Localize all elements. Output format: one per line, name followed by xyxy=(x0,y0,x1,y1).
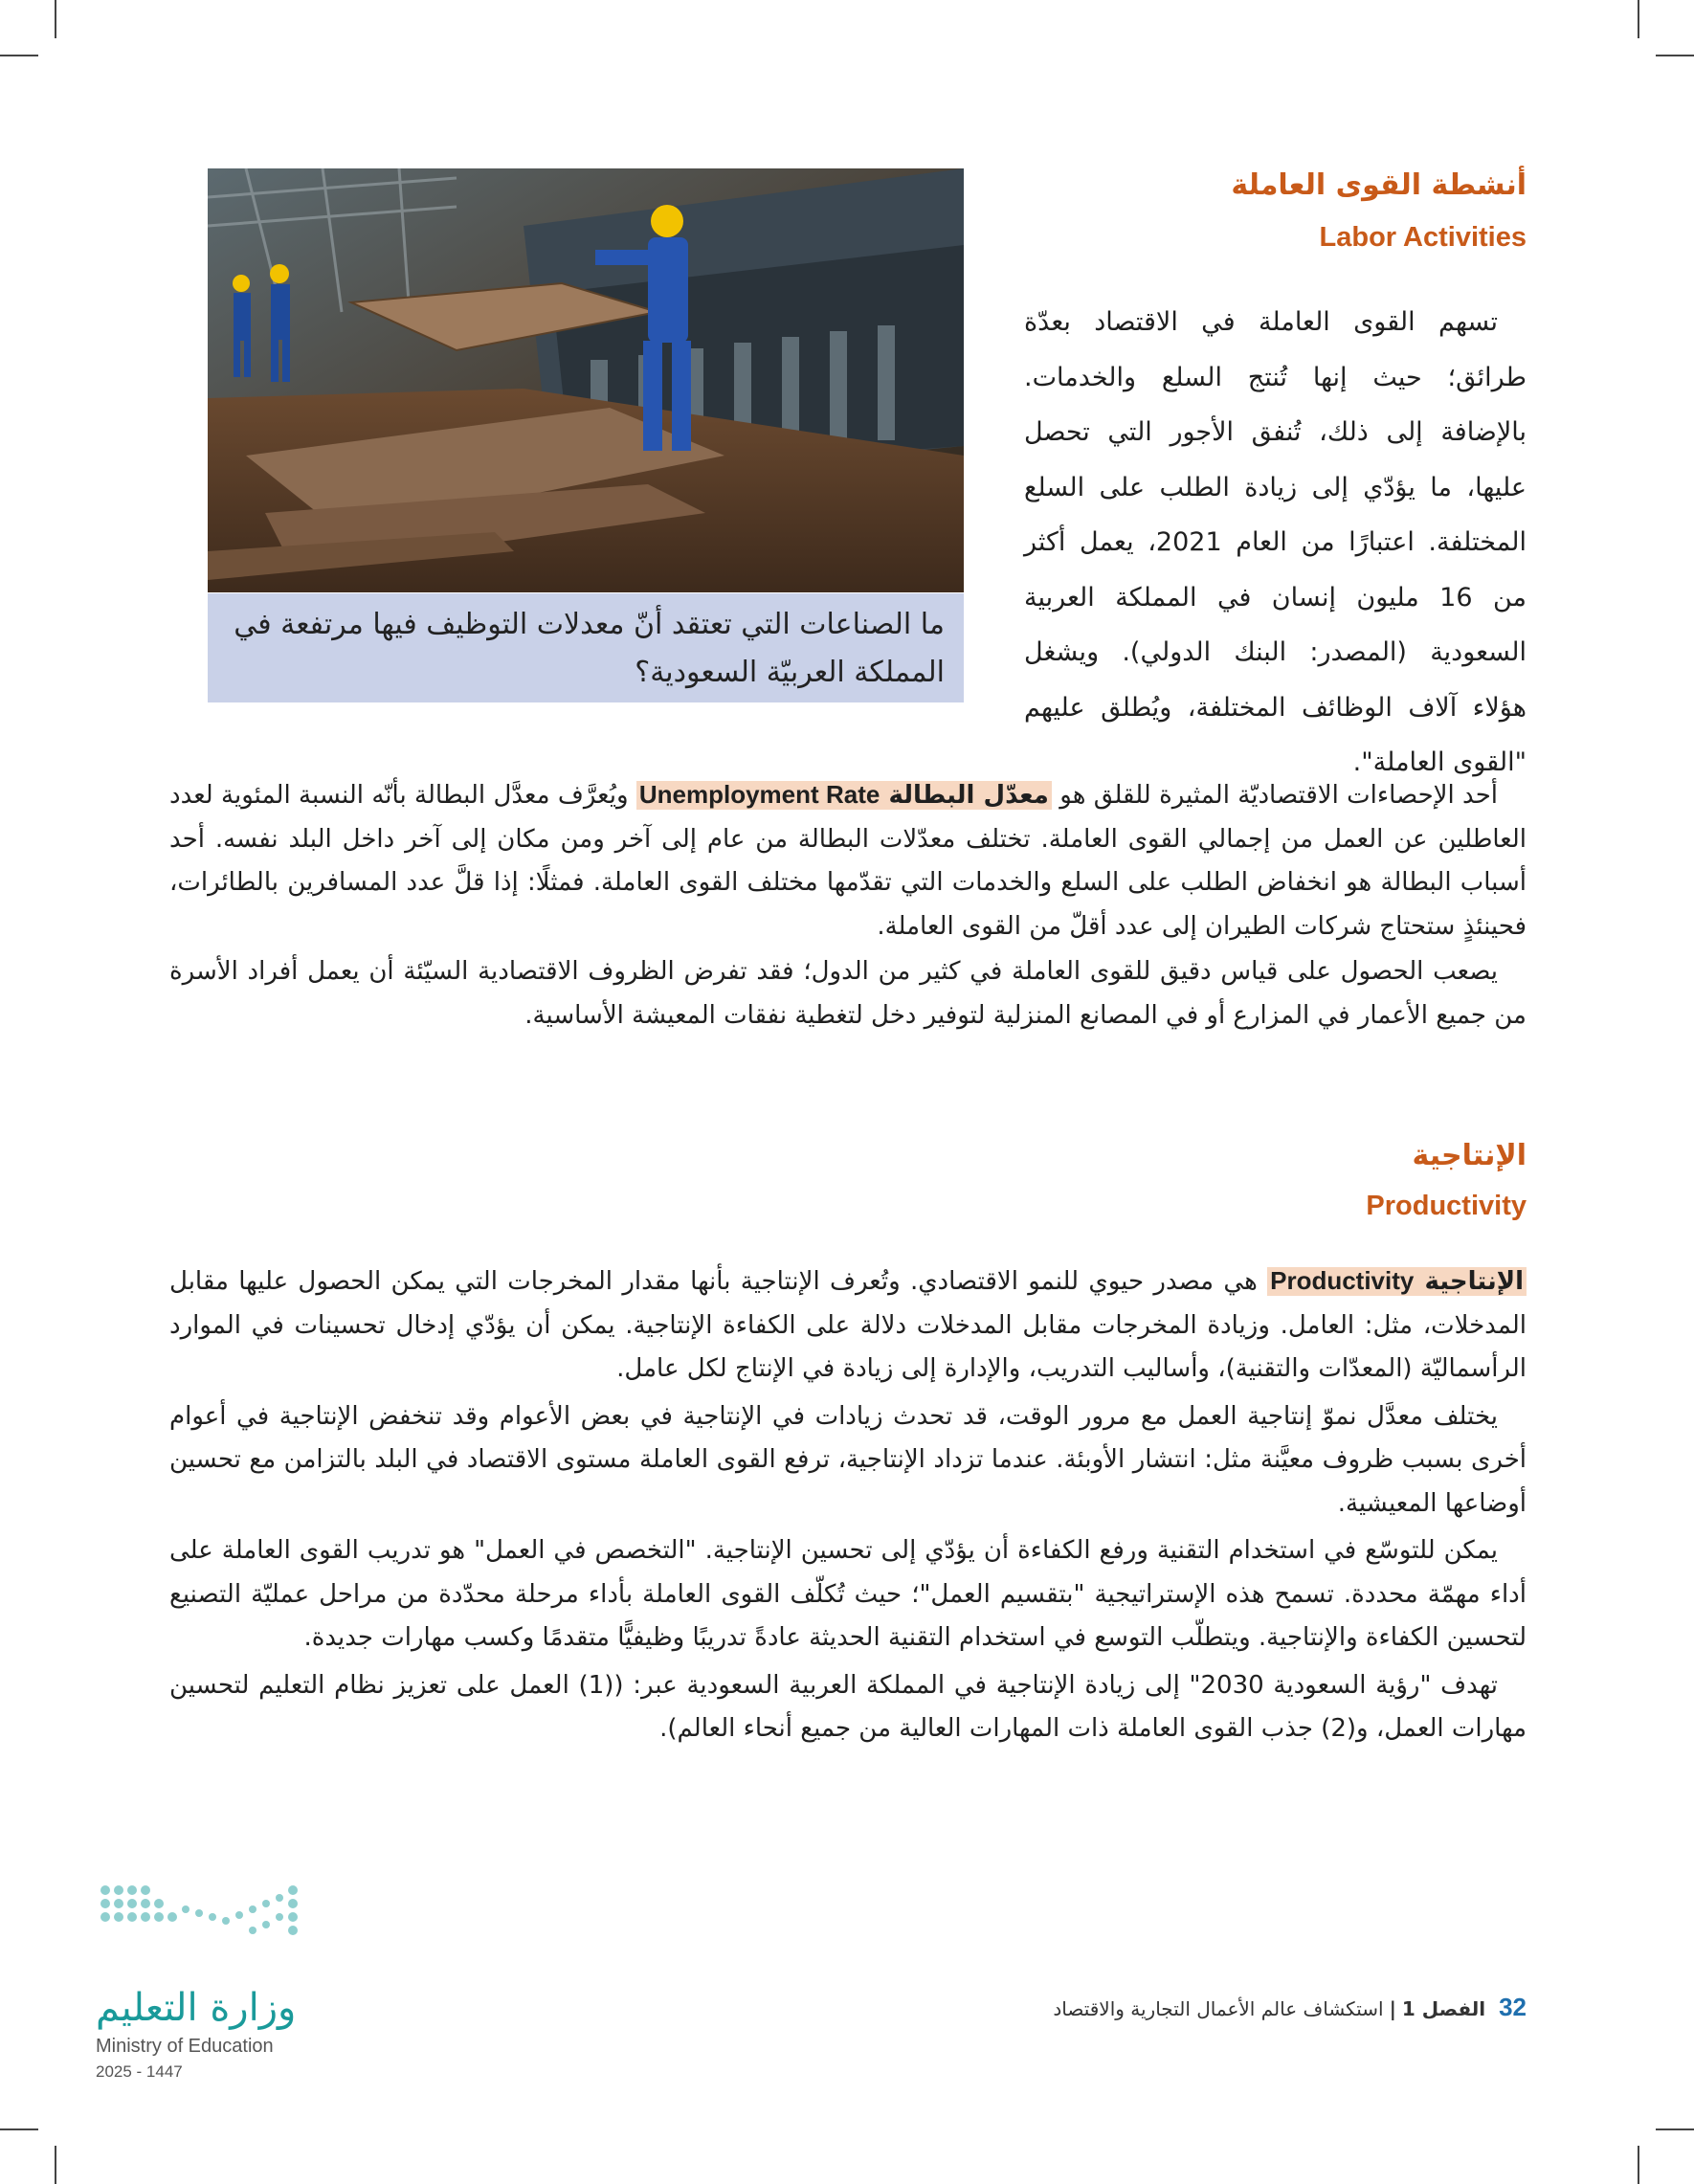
factory-photo xyxy=(208,168,964,592)
section-title-en: Productivity xyxy=(1366,1191,1527,1221)
term-en: Unemployment Rate xyxy=(638,780,880,809)
factory-illustration xyxy=(208,168,964,592)
term-en: Productivity xyxy=(1270,1266,1415,1295)
crop-mark xyxy=(1638,2146,1639,2184)
crop-mark xyxy=(1638,0,1639,38)
edition-year: 2025 - 1447 xyxy=(96,2062,183,2081)
text-after-term: ويُعرَّف معدَّل البطالة بأنّه النسبة المئوية لعدد العاطلين عن العمل من إجمالي القوى العاملة. تختلف معدّلات البطالة من عام إلى آخر ومن مكان إلى آخر داخل البلد نفسه. أحد أسباب البطالة هو انخفاض الطلب على السلع والخدمات التي تقدّمها مختلف القوى العاملة. فمثلًا: إذا قلَّ عدد المسافرين بالطائرات، فحينئذٍ ستحتاج شركات الطيران إلى عدد أقلّ من القوى العاملة. xyxy=(169,781,1527,941)
crop-mark xyxy=(1656,2128,1694,2130)
unemployment-paragraph xyxy=(169,773,1527,1037)
chapter-label: الفصل 1 xyxy=(1401,1997,1486,2020)
intro-text: تسهم القوى العاملة في الاقتصاد بعدّة طرائق؛ حيث إنها تُنتج السلع والخدمات. بالإضافة إلى ذلك، تُنفق الأجور التي تحصل عليها، ما يؤدّي إلى زيادة الطلب على السلع المختلفة. اعتبارًا من العام 2021، يعمل أكثر من 16 مليون إنسان في المملكة العربية السعودية (المصدر: البنك الدولي). ويشغل هؤلاء آلاف الوظائف المختلفة، ويُطلق عليهم "القوى العاملة". xyxy=(1024,307,1527,777)
section-title-ar: الإنتاجية xyxy=(1412,1139,1527,1172)
labor-measurement-text: يصعب الحصول على قياس دقيق للقوى العاملة في كثير من الدول؛ فقد تفرض الظروف الاقتصادية السيّئة أن يعمل أفراد الأسرة من جميع الأعمار في المزارع أو في المصانع المنزلية لتوفير دخل لتغطية نفقات المعيشة الأساسية. xyxy=(169,957,1527,1030)
ministry-name-ar: وزارة التعليم xyxy=(96,1986,297,2030)
crop-mark xyxy=(1656,55,1694,56)
photo-caption: ما الصناعات التي تعتقد أنّ معدلات التوظيف فيها مرتفعة في المملكة العربيّة السعودية؟ xyxy=(208,593,964,702)
unemployment-text xyxy=(169,773,1527,948)
term-ar: الإنتاجية xyxy=(1424,1267,1524,1296)
productivity-definition xyxy=(169,1259,1527,1392)
ministry-name-en: Ministry of Education xyxy=(96,2036,274,2057)
ministry-logo xyxy=(96,1871,325,2081)
crop-mark xyxy=(0,55,38,56)
crop-mark xyxy=(55,0,56,38)
vision-2030-text: تهدف "رؤية السعودية 2030" إلى زيادة الإنتاجية في المملكة العربية السعودية عبر: ((1) العمل على تعزيز نظام التعليم لتحسين مهارات العمل، و(2) جذب القوى العاملة ذات المهارات العالية من جميع أنحاء العالم). xyxy=(169,1670,1527,1743)
page-footer xyxy=(1053,1993,1527,2022)
crop-mark xyxy=(55,2146,56,2184)
logo-dots-icon xyxy=(96,1871,325,1976)
term-unemployment-rate xyxy=(636,781,1052,810)
crop-mark xyxy=(0,2128,38,2130)
definition-text: هي مصدر حيوي للنمو الاقتصادي. وتُعرف الإنتاجية بأنها مقدار المخرجات التي يمكن الحصول عليها مقابل المدخلات، مثل: العامل. وزيادة المخرجات مقابل المدخلات دلالة على الكفاءة الإنتاجية. يمكن أن يؤدّي إدخال تحسينات في الموارد الرأسماليّة (المعدّات والتقنية)، وأساليب التدريب، والإدارة إلى زيادة في الإنتاج لكل عامل. xyxy=(169,1267,1527,1383)
chapter-title: استكشاف عالم الأعمال التجارية والاقتصاد xyxy=(1053,1997,1384,2020)
productivity-growth-text: يختلف معدَّل نموّ إنتاجية العمل مع مرور الوقت، قد تحدث زيادات في الإنتاجية في بعض الأعوام وقد تنخفض الإنتاجية في أعوام أخرى بسبب ظروف معيَّنة مثل: انتشار الأوبئة. عندما تزداد الإنتاجية، ترفع القوى العاملة مستوى الاقتصاد في البلد بالتزامن مع تحسين أوضاعها المعيشية. xyxy=(169,1401,1527,1518)
productivity-paragraphs xyxy=(169,1259,1527,1751)
page-number: 32 xyxy=(1499,1993,1527,2021)
section-title-ar: أنشطة القوى العاملة xyxy=(1231,168,1527,202)
footer-separator: | xyxy=(1389,1997,1396,2020)
section-title-en: Labor Activities xyxy=(1319,222,1527,253)
text-before-term: أحد الإحصاءات الاقتصاديّة المثيرة للقلق هو xyxy=(1051,781,1498,810)
intro-paragraph xyxy=(1024,295,1527,791)
specialization-text: يمكن للتوسّع في استخدام التقنية ورفع الكفاءة أن يؤدّي إلى تحسين الإنتاجية. "التخصص في العمل" هو تدريب القوى العاملة على أداء مهمّة محددة. تسمح هذه الإستراتيجية "بتقسيم العمل"؛ حيث تُكلّف القوى العاملة بأداء مرحلة محدّدة من مراحل عمليّة التصنيع لتحسين الكفاءة والإنتاجية. ويتطلّب التوسع في استخدام التقنية الحديثة عادةً تدريبًا وظيفيًّا متقدمًا وكسب مهارات جديدة. xyxy=(169,1536,1527,1652)
term-productivity xyxy=(1267,1267,1527,1296)
term-ar: معدّل البطالة xyxy=(888,781,1049,810)
